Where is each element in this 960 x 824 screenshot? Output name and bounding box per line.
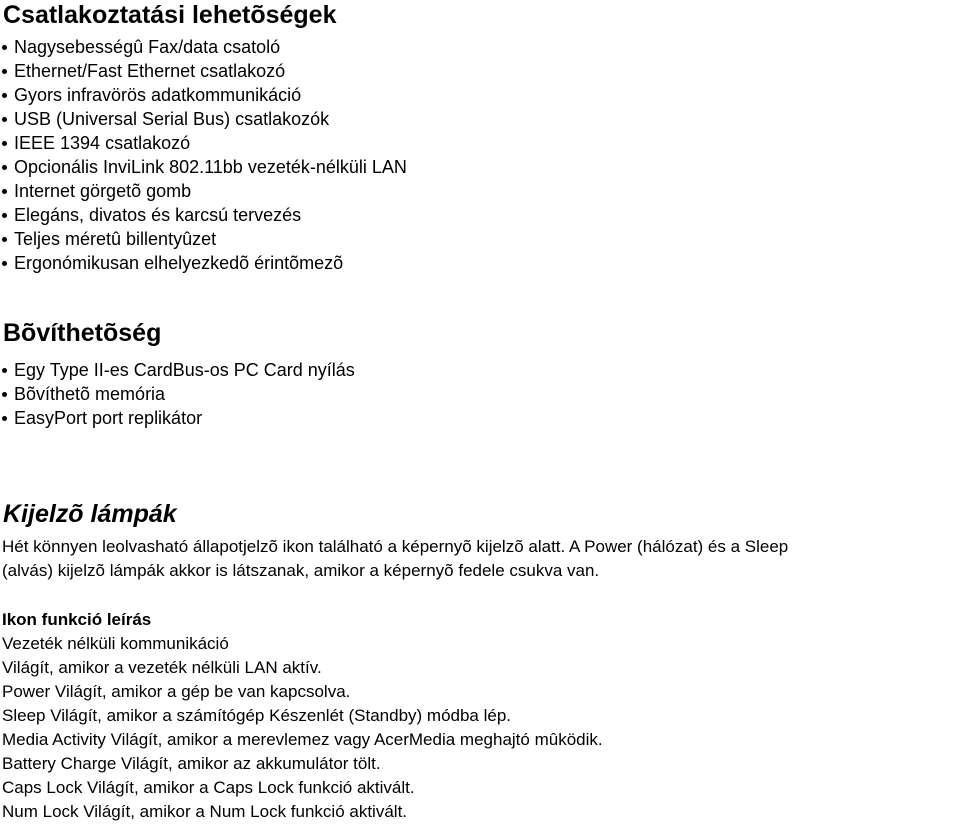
list-item (0, 131, 407, 155)
list-item-text: IEEE 1394 csatlakozó (14, 133, 191, 153)
list-item-text: USB (Universal Serial Bus) csatlakozók (14, 109, 330, 129)
indicator-function-table (2, 608, 603, 824)
list-item-text: EasyPort port replikátor (14, 408, 203, 428)
bullet-dot (2, 93, 7, 98)
table-row: Világít, amikor a vezeték nélküli LAN aktív. (2, 658, 322, 677)
table-row: Battery Charge Világít, amikor az akkumulátor tölt. (2, 754, 381, 773)
section-title-connectivity: Csatlakoztatási lehetõségek (3, 1, 337, 29)
list-item (0, 382, 355, 406)
list-item (0, 358, 355, 382)
list-item-text: Ergonómikusan elhelyezkedõ érintõmezõ (14, 253, 344, 273)
list-item (0, 35, 407, 59)
list-item (0, 406, 355, 430)
indicators-paragraph (2, 535, 788, 583)
list-item (0, 155, 407, 179)
list-item-text: Teljes méretû billentyûzet (14, 229, 217, 249)
list-item (0, 83, 407, 107)
bullet-dot (2, 141, 7, 146)
list-item-text: Gyors infravörös adatkommunikáció (14, 85, 302, 105)
bullet-dot (2, 189, 7, 194)
list-item (0, 107, 407, 131)
list-item (0, 203, 407, 227)
bullet-dot (2, 69, 7, 74)
list-item-text: Internet görgetõ gomb (14, 181, 192, 201)
bullet-dot (2, 45, 7, 50)
table-header: Ikon funkció leírás (2, 610, 152, 629)
bullet-dot (2, 416, 7, 421)
table-row: Power Világít, amikor a gép be van kapcsolva. (2, 682, 351, 701)
bullet-dot (2, 237, 7, 242)
paragraph-line: Hét könnyen leolvasható állapotjelzõ ikon található a képernyõ kijelzõ alatt. A Power (hálózat) és a Sleep (2, 537, 789, 556)
list-item-text: Egy Type II-es CardBus-os PC Card nyílás (14, 360, 355, 380)
list-item-text: Bõvíthetõ memória (14, 384, 166, 404)
table-row: Media Activity Világít, amikor a merevlemez vagy AcerMedia meghajtó mûködik. (2, 730, 603, 749)
list-item-text: Elegáns, divatos és karcsú tervezés (14, 205, 302, 225)
table-row: Sleep Világít, amikor a számítógép Készenlét (Standby) módba lép. (2, 706, 512, 725)
paragraph-line: (alvás) kijelzõ lámpák akkor is látszanak, amikor a képernyõ fedele csukva van. (2, 561, 600, 580)
bullet-dot (2, 261, 7, 266)
connectivity-list (0, 35, 407, 275)
table-row: Caps Lock Világít, amikor a Caps Lock funkció aktivált. (2, 778, 415, 797)
bullet-dot (2, 392, 7, 397)
list-item-text: Nagysebességû Fax/data csatoló (14, 37, 281, 57)
section-title-indicators: Kijelzõ lámpák (3, 500, 177, 528)
bullet-dot (2, 213, 7, 218)
list-item-text: Ethernet/Fast Ethernet csatlakozó (14, 61, 286, 81)
section-title-expandability: Bõvíthetõség (3, 319, 162, 347)
bullet-dot (2, 368, 7, 373)
expandability-list (0, 358, 355, 430)
table-row: Vezeték nélküli kommunikáció (2, 634, 229, 653)
list-item-text: Opcionális InviLink 802.11bb vezeték-nélküli LAN (14, 157, 407, 177)
list-item (0, 59, 407, 83)
list-item (0, 227, 407, 251)
table-row: Num Lock Világít, amikor a Num Lock funkció aktivált. (2, 802, 408, 821)
list-item (0, 179, 407, 203)
bullet-dot (2, 117, 7, 122)
list-item (0, 251, 407, 275)
bullet-dot (2, 165, 7, 170)
